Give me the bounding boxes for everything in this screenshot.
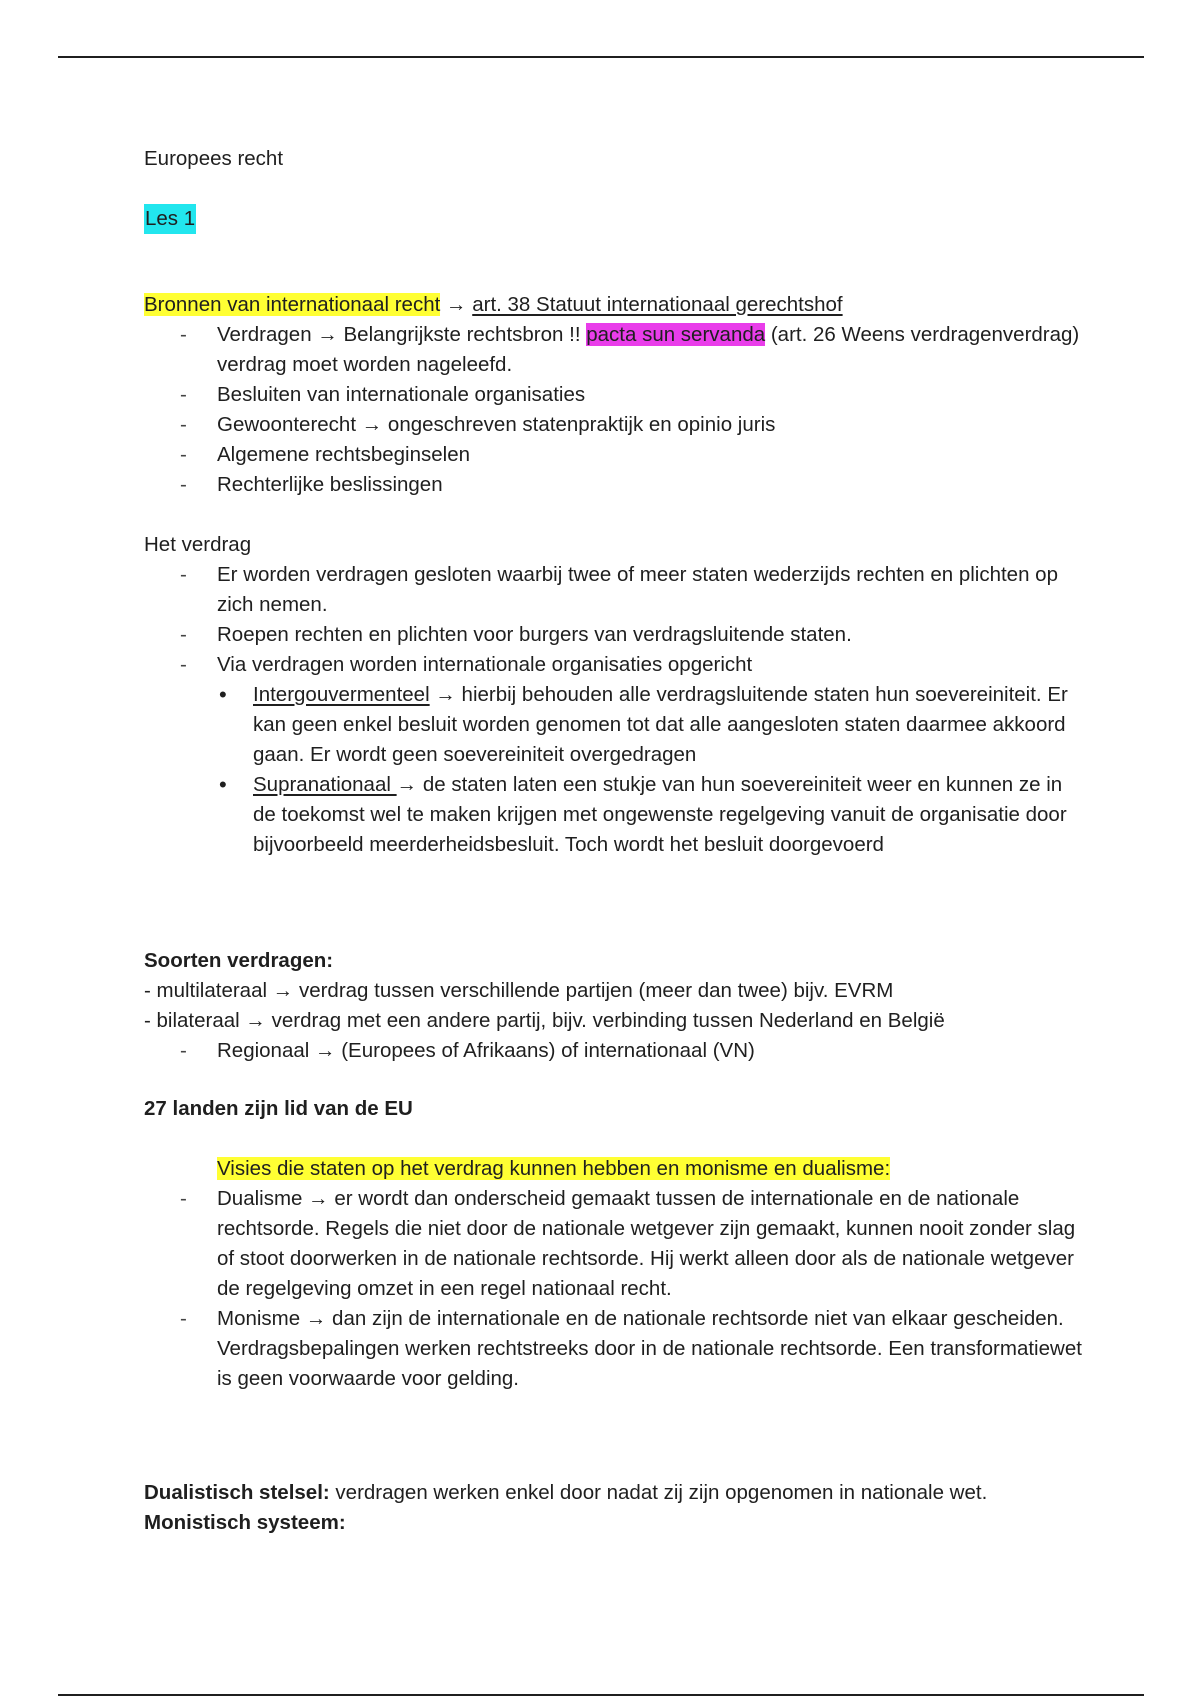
item-term: - multilateraal [144, 979, 273, 1002]
sources-reference: art. 38 Statuut internationaal gerechtshof [472, 293, 843, 316]
item-term: Regionaal [217, 1039, 316, 1062]
list-item: - Rechterlijke beslissingen [144, 470, 1084, 500]
arrow-icon: → [435, 683, 456, 706]
arrow-icon: → [317, 323, 338, 346]
visies-section [144, 1154, 1084, 1394]
soorten-section [144, 946, 1084, 1066]
soorten-line [144, 976, 1084, 1006]
sources-heading-line [144, 290, 1084, 320]
verdrag-sublist [144, 680, 1084, 860]
list-item: - Besluiten van internationale organisaties [144, 380, 1084, 410]
list-item: - Via verdragen worden internationale organisaties opgericht [144, 650, 1084, 680]
soorten-line [144, 1006, 1084, 1036]
item-term: Verdragen [217, 323, 312, 346]
item-text: verdrag tussen verschillende partijen (meer dan twee) bijv. EVRM [293, 979, 894, 1002]
mono-label: Monistisch systeem: [144, 1511, 346, 1534]
arrow-icon: → [245, 1009, 266, 1032]
stelsel-section [144, 1478, 1084, 1538]
item-term: Monisme [217, 1307, 306, 1330]
sources-list [144, 320, 1084, 500]
list-item [144, 410, 1084, 440]
arrow-icon: → [315, 1039, 336, 1062]
item-text: verdrag met een andere partij, bijv. verbinding tussen Nederland en België [265, 1009, 945, 1032]
item-text: er wordt dan onderscheid gemaakt tussen de internationale en de nationale rechtsorde. Regels die niet door de nationale wetgever zijn gemaakt, kunnen nooit zonder slag of stoot doorwerken in de nationale rechtsorde. Hij werkt alleen door als de nationale wetgever de regelgeving omzet in een regel nationaal recht. [217, 1187, 1076, 1300]
list-item [144, 1184, 1084, 1304]
item-text: Belangrijkste rechtsbron !! [337, 323, 587, 346]
arrow-icon: → [446, 293, 467, 316]
visies-heading-line [144, 1154, 1084, 1184]
soorten-list [144, 1036, 1084, 1066]
verdrag-section [144, 530, 1084, 860]
item-text: (Europees of Afrikaans) of internationaal (VN) [335, 1039, 755, 1062]
item-term: Gewoonterecht [217, 413, 357, 436]
item-text: dan zijn de internationale en de nationale rechtsorde niet van elkaar gescheiden. Verdragsbepalingen werken rechtstreeks door in de nationale rechtsorde. Een transformatiewet is geen voorwaarde voor gelding. [217, 1307, 1082, 1390]
arrow-icon: → [361, 413, 383, 436]
item-term: Supranationaal [253, 773, 397, 796]
item-term: Dualisme [217, 1187, 309, 1210]
verdrag-list [144, 560, 1084, 680]
sources-section [144, 290, 1084, 500]
item-text: de staten laten een stukje van hun soevereiniteit weer en kunnen ze in de toekomst wel te maken krijgen met ongewenste regelgeving vanuit de organisatie door bijvoorbeeld meerderheidsbesluit. Toch wordt het besluit doorgevoerd [253, 773, 1067, 856]
highlight-pacta: pacta sun servanda [586, 323, 766, 346]
list-item [144, 680, 1084, 770]
list-item [144, 1036, 1084, 1066]
header-rule [58, 56, 1144, 58]
sources-heading: Bronnen van internationaal recht [144, 293, 441, 316]
lesson-label: Les 1 [144, 204, 196, 234]
list-item [144, 1304, 1084, 1394]
verdrag-heading: Het verdrag [144, 533, 252, 556]
visies-list [144, 1184, 1084, 1394]
item-text: hierbij behouden alle verdragsluitende staten hun soevereiniteit. Er kan geen enkel besluit worden genomen tot dat alle aangesloten staten daarmee akkoord gaan. Er wordt geen soevereiniteit overgedragen [253, 683, 1068, 766]
item-text: ongeschreven statenpraktijk en opinio juris [382, 413, 776, 436]
footer-rule [58, 1694, 1144, 1696]
arrow-icon: → [308, 1187, 329, 1210]
item-term: Intergouvermenteel [253, 683, 430, 706]
arrow-icon: → [305, 1307, 327, 1330]
arrow-icon: → [272, 979, 294, 1002]
document-title: Europees recht [144, 147, 284, 170]
eu-line: 27 landen zijn lid van de EU [144, 1097, 413, 1120]
list-item [144, 770, 1084, 860]
list-item [144, 320, 1084, 380]
visies-heading: Visies die staten op het verdrag kunnen hebben en monisme en dualisme: [217, 1157, 891, 1180]
arrow-icon: → [396, 773, 418, 796]
dual-label: Dualistisch stelsel: [144, 1481, 330, 1504]
dual-line [144, 1478, 1084, 1508]
soorten-heading: Soorten verdragen: [144, 949, 334, 972]
item-text: (art. 26 Weens verdragenverdrag) verdrag moet worden nageleefd. [217, 323, 1080, 376]
list-item: - Er worden verdragen gesloten waarbij twee of meer staten wederzijds rechten en plichten op zich nemen. [144, 560, 1084, 620]
dual-text: verdragen werken enkel door nadat zij zijn opgenomen in nationale wet. [329, 1481, 988, 1504]
item-term: - bilateraal [144, 1009, 246, 1032]
list-item: - Roepen rechten en plichten voor burgers van verdragsluitende staten. [144, 620, 1084, 650]
list-item: - Algemene rechtsbeginselen [144, 440, 1084, 470]
